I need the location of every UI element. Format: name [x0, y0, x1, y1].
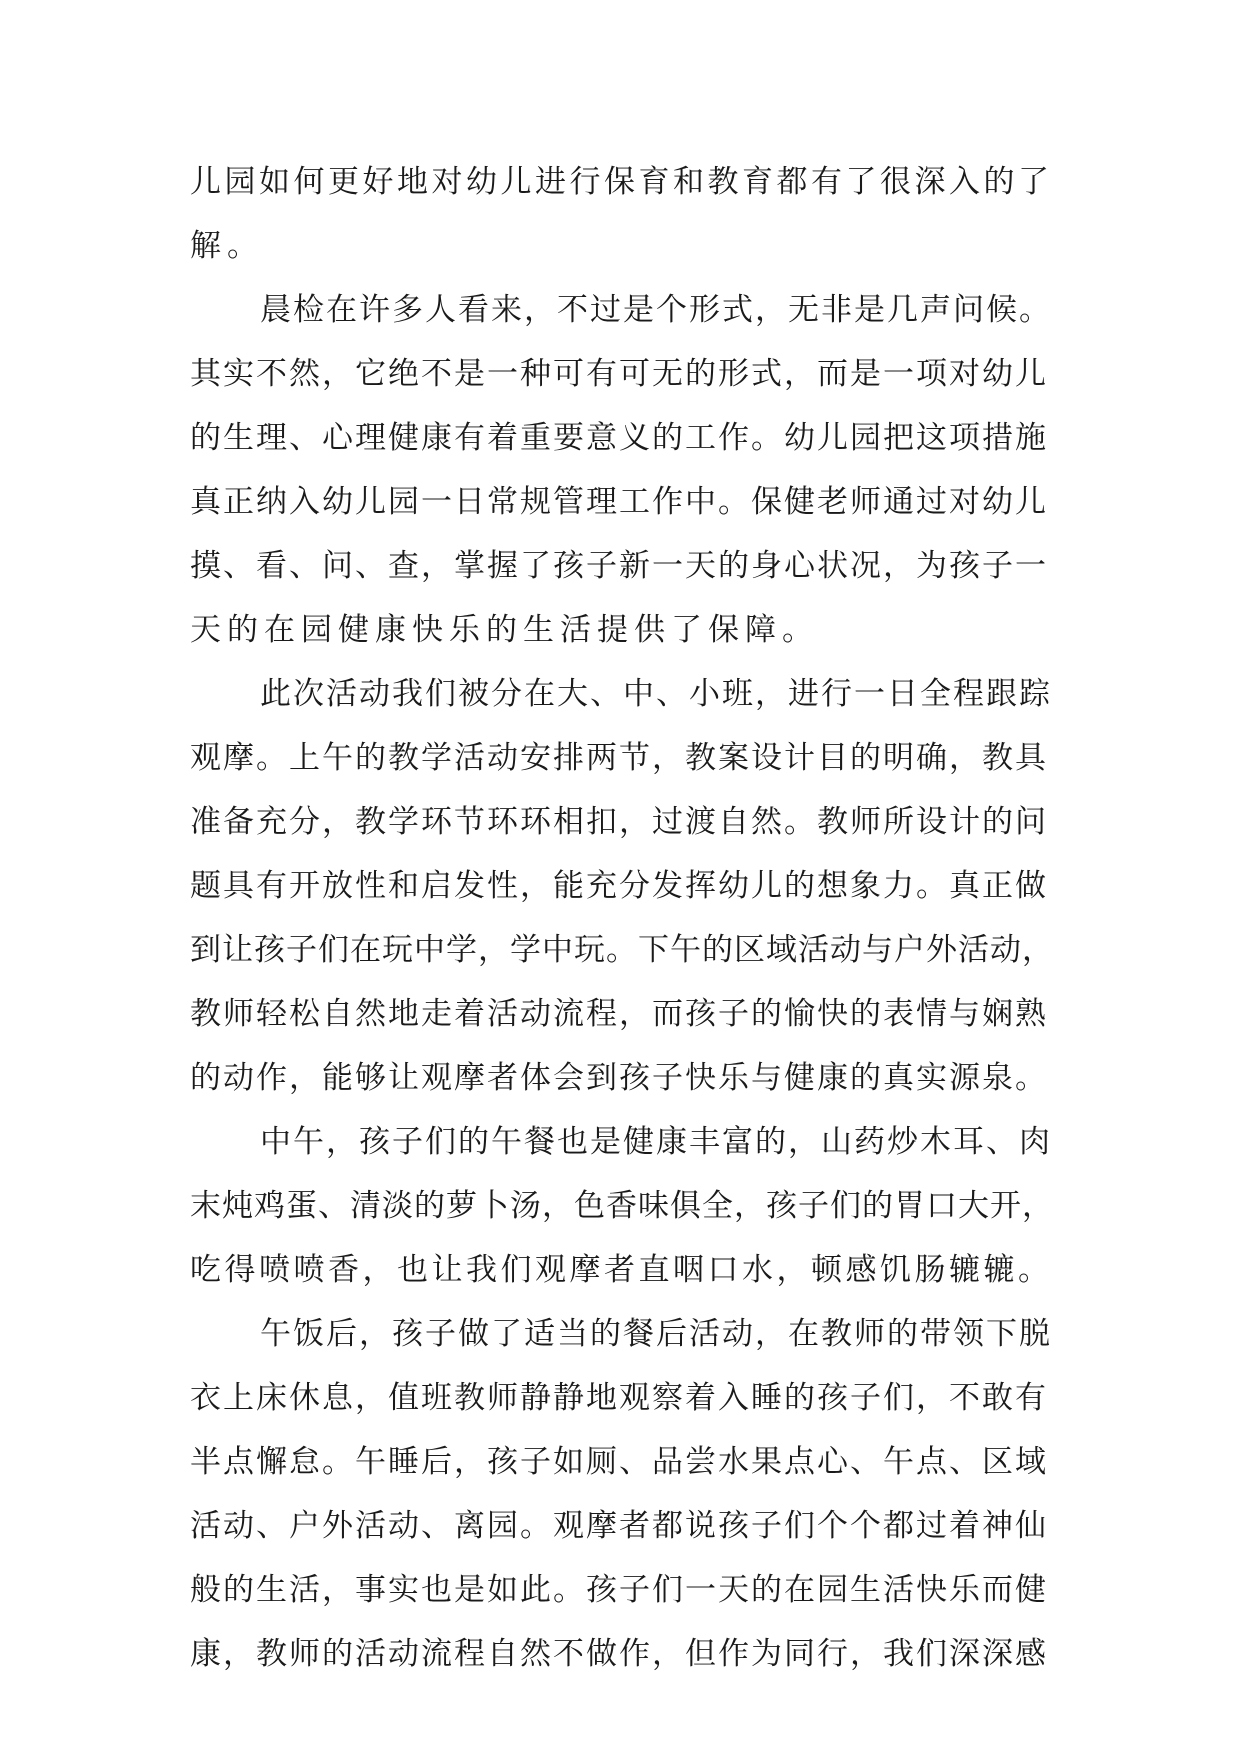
paragraph: [190, 662, 1056, 1110]
text-line: 吃得喷喷香，也让我们观摩者直咽口水，顿感饥肠辘辘。: [190, 1252, 1053, 1288]
text-line: 到让孩子们在玩中学，学中玩。下午的区域活动与户外活动，: [190, 932, 1054, 968]
text-line: 解。: [190, 228, 264, 264]
text-line: 天的在园健康快乐的生活提供了保障。: [190, 612, 819, 648]
text-line: 观摩。上午的教学活动安排两节，教案设计目的明确，教具: [190, 740, 1048, 776]
paragraph: [190, 1110, 1056, 1302]
text-line: 晨检在许多人看来，不过是个形式，无非是几声问候。: [260, 292, 1052, 328]
text-line: 半点懈怠。午睡后，孩子如厕、品尝水果点心、午点、区域: [190, 1444, 1048, 1480]
paragraph: [190, 1302, 1056, 1686]
text-line: 的生理、心理健康有着重要意义的工作。幼儿园把这项措施: [190, 420, 1048, 456]
text-line: 摸、看、问、查，掌握了孩子新一天的身心状况，为孩子一: [190, 548, 1048, 584]
paragraph: [190, 150, 1056, 278]
text-line: 准备充分，教学环节环环相扣，过渡自然。教师所设计的问: [190, 804, 1048, 840]
text-line: 儿园如何更好地对幼儿进行保育和教育都有了很深入的了: [190, 164, 1053, 200]
text-line: 般的生活，事实也是如此。孩子们一天的在园生活快乐而健: [190, 1572, 1048, 1608]
text-line: 末炖鸡蛋、清淡的萝卜汤，色香味俱全，孩子们的胃口大开，: [190, 1188, 1054, 1224]
text-line: 中午，孩子们的午餐也是健康丰富的，山药炒木耳、肉: [260, 1124, 1052, 1160]
text-line: 的动作，能够让观摩者体会到孩子快乐与健康的真实源泉。: [190, 1060, 1048, 1096]
text-line: 教师轻松自然地走着活动流程，而孩子的愉快的表情与娴熟: [190, 996, 1048, 1032]
text-line: 康，教师的活动流程自然不做作，但作为同行，我们深深感: [190, 1636, 1048, 1672]
text-line: 真正纳入幼儿园一日常规管理工作中。保健老师通过对幼儿: [190, 484, 1048, 520]
text-line: 题具有开放性和启发性，能充分发挥幼儿的想象力。真正做: [190, 868, 1048, 904]
text-line: 午饭后，孩子做了适当的餐后活动，在教师的带领下脱: [260, 1316, 1052, 1352]
text-line: 其实不然，它绝不是一种可有可无的形式，而是一项对幼儿: [190, 356, 1048, 392]
paragraph: [190, 278, 1056, 662]
text-line: 此次活动我们被分在大、中、小班，进行一日全程跟踪: [260, 676, 1052, 712]
text-line: 衣上床休息，值班教师静静地观察着入睡的孩子们，不敢有: [190, 1380, 1048, 1416]
text-line: 活动、户外活动、离园。观摩者都说孩子们个个都过着神仙: [190, 1508, 1048, 1544]
document-body: [190, 150, 1056, 1686]
